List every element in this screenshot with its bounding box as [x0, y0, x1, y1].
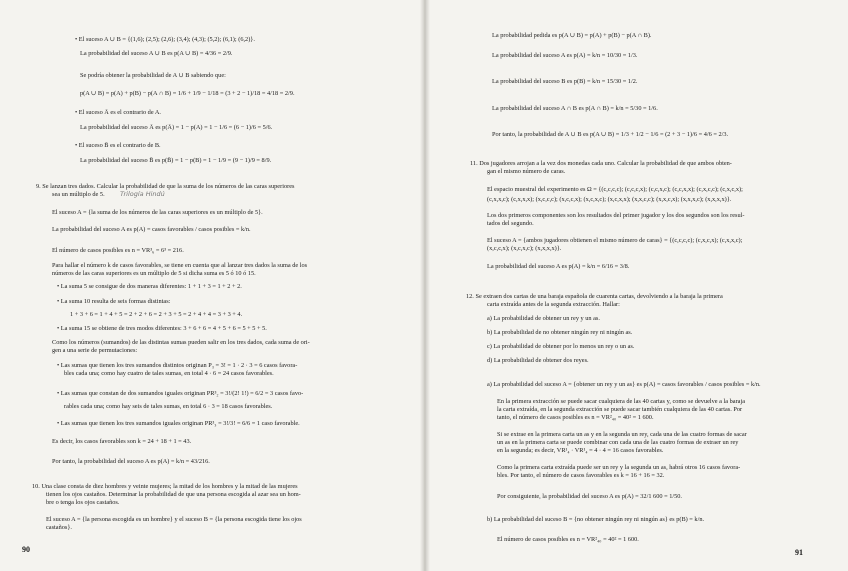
exercise-12-statement: 12. Se extraen dos cartas de una baraja española de cuarenta cartas, devolviendo a la baraja la primera	[466, 293, 723, 300]
exercise-11-statement: 11. Dos jugadores arrojan a la vez dos monedas cada uno. Calcular la probabilidad de que ambos obten-	[470, 160, 732, 167]
text-line: números de las caras superiores es un múltiplo de 5 si dicha suma es 5 ó 10 ó 15.	[52, 270, 256, 277]
text-line: Por tanto, la probabilidad del suceso A es p(A) = k/n = 43/216.	[52, 458, 210, 465]
text-line: Como la primera carta extraída puede ser un rey y la segunda un as, habrá otros 16 casos favora-	[497, 464, 741, 471]
text-line: Para hallar el número k de casos favorables, se tiene en cuenta que al lanzar tres dados la suma de los	[52, 262, 308, 269]
text-line: Por tanto, la probabilidad de A ∪ B es p(A ∪ B) = 1/3 + 1/2 − 1/6 = (2 + 3 − 1)/6 = 4/6 = 2/3.	[492, 131, 729, 138]
text-line: La probabilidad del suceso B es p(B) = k/n = 15/30 = 1/2.	[492, 78, 638, 85]
text-line: Es decir, los casos favorables son k = 24 + 18 + 1 = 43.	[52, 438, 192, 445]
text-line: Los dos primeros componentes son los resultados del primer jugador y los dos segundos son los resul-	[487, 212, 745, 219]
text-line: • La suma 15 se obtiene de tres modos diferentes: 3 + 6 + 6 = 4 + 5 + 6 = 5 + 5 + 5.	[57, 325, 267, 332]
text-line: Se podría obtener la probabilidad de A ∪ B sabiendo que:	[80, 72, 226, 79]
text-line: en la segunda; es decir, VR¹₄ · VR¹₄ = 4 · 4 = 16 casos favorables.	[497, 447, 664, 454]
text-line: b) La probabilidad del suceso B = {no obtener ningún rey ni ningún as} es p(B) = k/n.	[487, 516, 705, 523]
text-line: castaños}.	[46, 524, 72, 531]
text-line: 1 + 3 + 6 = 1 + 4 + 5 = 2 + 2 + 6 = 2 + 3 + 5 = 2 + 4 + 4 = 3 + 3 + 4.	[70, 311, 243, 318]
exercise-10-statement: 10. Una clase consta de diez hombres y veinte mujeres; la mitad de los hombres y la mitad de las mujeres	[32, 483, 298, 490]
text-line: La probabilidad del suceso Ā es p(Ā) = 1 − p(A) = 1 − 1/6 = (6 − 1)/6 = 5/6.	[80, 124, 273, 131]
text-line: Por consiguiente, la probabilidad del suceso A es p(A) = 32/1 600 = 1/50.	[497, 493, 682, 500]
text-line: El suceso A = {ambos jugadores obtienen el mismo número de caras} = {(c,c,c,c); (c,x,c,x); (c,x,x,c);	[487, 237, 743, 244]
text-line: • Las sumas que constan de dos sumandos iguales originan PR³₂ = 3!/(2! 1!) = 6/2 = 3 casos favo-	[57, 390, 304, 397]
exercise-11-statement: gan el mismo número de caras.	[487, 168, 566, 175]
text-line: (x,c,c,x); (x,c,x,c); (x,x,x,x)}.	[487, 245, 562, 252]
exercise-12-statement: carta extraída antes de la segunda extracción. Hallar:	[487, 301, 620, 308]
text-line: • Las sumas que tienen los tres sumandos iguales originan PR³₃ = 3!/3! = 6/6 = 1 caso favorable.	[57, 420, 300, 427]
text-line: un as en la primera carta se puede combinar con cada una de las cuatro formas de extraer un rey	[497, 439, 739, 446]
text-line: El número de casos posibles es n = VR²₄₀ = 40² = 1 600.	[497, 536, 639, 543]
text-line: La probabilidad del suceso A ∩ B es p(A ∩ B) = k/n = 5/30 = 1/6.	[492, 105, 658, 112]
text-line: gen a una serie de permutaciones:	[52, 347, 138, 354]
text-line: El número de casos posibles es n = VR³₆ = 6³ = 216.	[52, 247, 184, 254]
text-line: b) La probabilidad de no obtener ningún rey ni ningún as.	[487, 329, 633, 336]
text-line: • Las sumas que tienen los tres sumandos distintos originan P₃ = 3! = 1 · 2 · 3 = 6 casos favora-	[57, 362, 298, 369]
handwritten-note: Trilogía Hindú	[120, 190, 165, 198]
text-line: En la primera extracción se puede sacar cualquiera de las 40 cartas y, como se devuelve a la baraja	[497, 398, 746, 405]
book-gutter	[420, 0, 430, 571]
exercise-9-statement: 9. Se lanzan tres dados. Calcular la probabilidad de que la suma de los números de las caras superiores	[36, 183, 295, 190]
left-page	[0, 0, 420, 571]
text-line: tanto, el número de casos posibles es n = VR²₄₀ = 40² = 1 600.	[497, 414, 654, 421]
text-line: La probabilidad del suceso B̄ es p(B̄) = 1 − p(B) = 1 − 1/9 = (9 − 1)/9 = 8/9.	[80, 157, 272, 164]
text-line: La probabilidad del suceso A ∪ B es p(A ∪ B) = 4/36 = 2/9.	[80, 50, 233, 57]
text-line: a) La probabilidad del suceso A = {obtener un rey y un as} es p(A) = casos favorables / casos posibles = k/n.	[487, 381, 761, 388]
text-line: d) La probabilidad de obtener dos reyes.	[487, 357, 589, 364]
text-line: Como los números (sumandos) de las distintas sumas pueden salir en los tres dados, cada suma de ori-	[52, 339, 310, 346]
text-line: Si se extrae en la primera carta un as y en la segunda un rey, cada una de las cuatro formas de sacar	[497, 431, 747, 438]
text-line: La probabilidad del suceso A es p(A) = casos favorables / casos posibles = k/n.	[52, 226, 251, 233]
text-line: rables cada una; como hay seis de tales sumas, en total 6 · 3 = 18 casos favorables.	[64, 403, 273, 410]
text-line: El suceso A = {la suma de los números de las caras superiores es un múltiplo de 5}.	[52, 209, 263, 216]
text-line: bles. Por tanto, el número de casos favorables es k = 16 + 16 = 32.	[497, 472, 665, 479]
text-line: bles cada una; como hay cuatro de tales sumas, en total 4 · 6 = 24 casos favorables.	[64, 370, 274, 377]
page-number: 91	[795, 548, 803, 557]
right-page	[430, 0, 848, 571]
text-line: p(A ∪ B) = p(A) + p(B) − p(A ∩ B) = 1/6 + 1/9 − 1/18 = (3 + 2 − 1)/18 = 4/18 = 2/9.	[80, 90, 295, 97]
text-line: (c,x,x,c); (c,x,x,x); (x,c,c,c); (x,c,c,x); (x,c,x,c); (x,c,x,x); (x,x,c,c); (x,x,c,x); (x,x,x,c); (x,x,x,x)}.	[487, 196, 732, 203]
text-line: tados del segundo.	[487, 220, 534, 227]
text-line: La probabilidad del suceso A es p(A) = k/n = 10/30 = 1/3.	[492, 52, 638, 59]
text-line: a) La probabilidad de obtener un rey y un as.	[487, 315, 600, 322]
text-line: • La suma 10 resulta de seis formas distintas:	[57, 298, 171, 305]
text-line: El suceso A = {la persona escogida es un hombre} y el suceso B = {la persona escogida tiene los ojos	[46, 516, 302, 523]
text-line: • El suceso B̄ es el contrario de B.	[75, 142, 161, 149]
exercise-9-statement: sea un múltiplo de 5.	[52, 191, 105, 198]
text-line: • La suma 5 se consigue de dos maneras diferentes: 1 + 1 + 3 = 1 + 2 + 2.	[57, 283, 242, 290]
exercise-10-statement: bre o tenga los ojos castaños.	[46, 499, 120, 506]
text-line: la carta extraída, en la segunda extracción se puede sacar también cualquiera de las 40 cartas. Por	[497, 406, 743, 413]
text-line: La probabilidad pedida es p(A ∪ B) = p(A) + p(B) − p(A ∩ B).	[492, 32, 652, 39]
page-number: 90	[22, 545, 30, 554]
text-line: La probabilidad del suceso A es p(A) = k/n = 6/16 = 3/8.	[487, 263, 630, 270]
text-line: El espacio muestral del experimento es Ω = {(c,c,c,c); (c,c,c,x); (c,c,x,c); (c,c,x,x); (c,x,c,c); (c,x,c,x);	[487, 186, 743, 193]
text-line: c) La probabilidad de obtener por lo menos un rey o un as.	[487, 343, 635, 350]
text-line: • El suceso Ā es el contrario de A.	[75, 109, 161, 116]
exercise-10-statement: tienen los ojos castaños. Determinar la probabilidad de que una persona escogida al azar sea un hom-	[46, 491, 301, 498]
text-line: • El suceso A ∪ B = {(1,6); (2,5); (2,6); (3,4); (4,3); (5,2); (6,1); (6,2)}.	[75, 36, 255, 43]
